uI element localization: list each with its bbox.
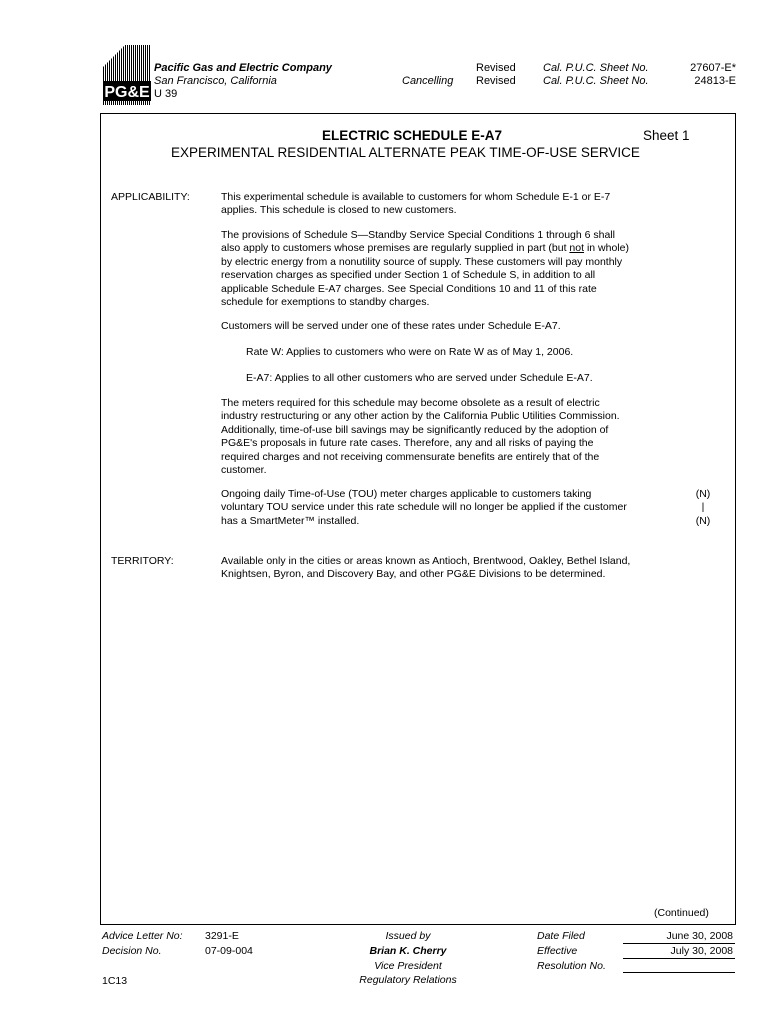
decision-value: 07-09-004 bbox=[205, 945, 253, 957]
territory-text: Available only in the cities or areas known as Antioch, Brentwood, Oakley, Bethel Island, Knightsen, Byron, and Discovery Bay, and other PG&E Divisions to be determined. bbox=[221, 555, 631, 581]
schedule-subtitle: EXPERIMENTAL RESIDENTIAL ALTERNATE PEAK TIME-OF-USE SERVICE bbox=[171, 145, 640, 160]
rate-w-text: Rate W: Applies to customers who were on Rate W as of May 1, 2006. bbox=[246, 346, 574, 358]
applicability-paragraph-5: Ongoing daily Time-of-Use (TOU) meter charges applicable to customers taking voluntary TOU service under this rate schedule will no longer be applied if the customer has a SmartMeter™ installed. bbox=[221, 488, 627, 527]
issuer-title: Vice President bbox=[374, 960, 442, 972]
company-city: San Francisco, California bbox=[154, 75, 277, 87]
advice-letter-value: 3291-E bbox=[205, 930, 239, 942]
continued-note: (Continued) bbox=[654, 907, 709, 919]
form-code: 1C13 bbox=[102, 975, 128, 987]
advice-letter-label: Advice Letter No: bbox=[102, 930, 183, 942]
applicability-paragraph-1: This experimental schedule is available to customers for whom Schedule E-1 or E-7 applies. This schedule is closed to new customers. bbox=[221, 191, 611, 217]
rate-ea7-text: E-A7: Applies to all other customers who are served under Schedule E-A7. bbox=[246, 372, 593, 384]
sheet-number-1: 27607-E* bbox=[690, 62, 736, 74]
applicability-paragraph-3: Customers will be served under one of these rates under Schedule E-A7. bbox=[221, 320, 561, 332]
pge-logo bbox=[103, 45, 151, 105]
cancelling-label: Cancelling bbox=[402, 75, 454, 87]
effective-label: Effective bbox=[537, 945, 578, 957]
change-marks: (N) | (N) bbox=[695, 488, 711, 527]
logo-text: PG&E bbox=[104, 84, 150, 101]
company-name: Pacific Gas and Electric Company bbox=[154, 62, 332, 74]
utility-id: U 39 bbox=[154, 88, 178, 100]
date-filed-value: June 30, 2008 bbox=[666, 930, 733, 942]
date-filed-line bbox=[623, 943, 735, 944]
schedule-title: ELECTRIC SCHEDULE E-A7 bbox=[322, 128, 503, 143]
issued-by-label: Issued by bbox=[385, 930, 431, 942]
sheet-label-1: Cal. P.U.C. Sheet No. bbox=[543, 62, 649, 74]
decision-label: Decision No. bbox=[102, 945, 162, 957]
sheet-number-title: Sheet 1 bbox=[643, 128, 690, 143]
effective-line bbox=[623, 958, 735, 959]
applicability-paragraph-2: The provisions of Schedule S—Standby Service Special Conditions 1 through 6 shall also apply to customers whose premises are regularly supplied in part (but not in whole) by electric energy from a nonutility source of supply. These customers will pay monthly reservation charges as specified under Section 1 of Schedule S, in addition to all applicable Schedule E-A7 charges. See Special Conditions 10 and 11 of this rate schedule for exemptions to standby charges. bbox=[221, 229, 629, 309]
sheet-number-2: 24813-E bbox=[694, 75, 736, 87]
sheet-label-2: Cal. P.U.C. Sheet No. bbox=[543, 75, 649, 87]
revised-label-1: Revised bbox=[476, 62, 516, 74]
date-filed-label: Date Filed bbox=[537, 930, 585, 942]
resolution-line bbox=[623, 972, 735, 973]
applicability-label: APPLICABILITY: bbox=[111, 191, 190, 203]
applicability-paragraph-4: The meters required for this schedule may become obsolete as a result of electric industry restructuring or any other action by the California Public Utilities Commission. Additionally, time-of-use bill savings may be significantly reduced by the adoption of PG&E's proposals in future rate cases. Therefore, any and all risks of paying the required charges and not receiving commensurate benefits are entirely that of the customer. bbox=[221, 397, 620, 477]
territory-label: TERRITORY: bbox=[111, 555, 174, 567]
revised-label-2: Revised bbox=[476, 75, 516, 87]
resolution-label: Resolution No. bbox=[537, 960, 606, 972]
issuer-name: Brian K. Cherry bbox=[369, 945, 447, 957]
effective-value: July 30, 2008 bbox=[670, 945, 733, 957]
issuer-department: Regulatory Relations bbox=[359, 974, 457, 986]
